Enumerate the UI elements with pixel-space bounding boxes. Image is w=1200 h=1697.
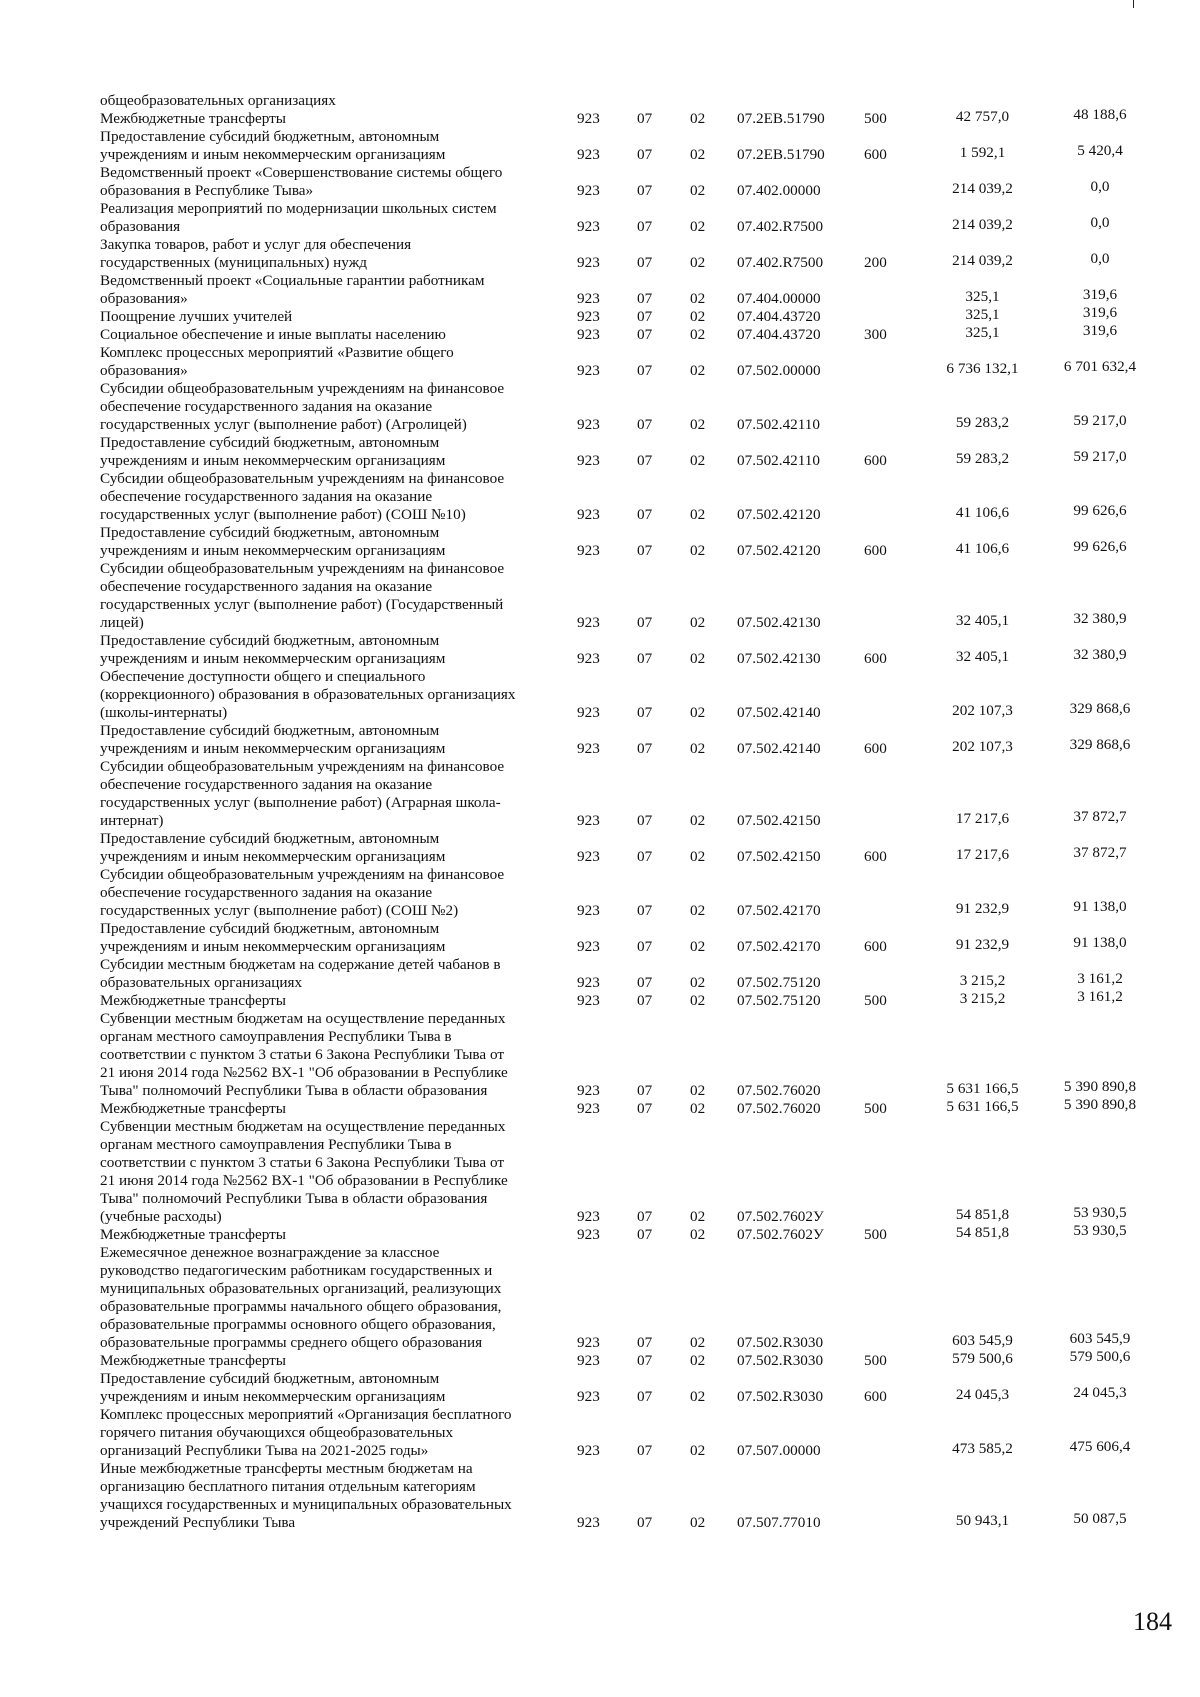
table-row bbox=[0, 956, 1200, 992]
amount-year-2: 319,6 bbox=[1082, 286, 1118, 303]
amount-year-2: 32 380,9 bbox=[1073, 646, 1127, 663]
section-code: 07 bbox=[637, 146, 653, 163]
subsection-code: 02 bbox=[690, 902, 706, 919]
expense-type-code: 500 bbox=[864, 1226, 887, 1243]
amount-year-1: 91 232,9 bbox=[955, 900, 1010, 917]
amount-year-1: 202 107,3 bbox=[952, 702, 1013, 719]
subsection-code: 02 bbox=[690, 1514, 706, 1531]
section-code: 07 bbox=[637, 740, 653, 757]
target-item-code: 07.502.7602У bbox=[737, 1226, 824, 1243]
amount-year-1: 3 215,2 bbox=[959, 972, 1006, 989]
grbs-code: 923 bbox=[577, 290, 600, 307]
subsection-code: 02 bbox=[690, 542, 706, 559]
target-item-code: 07.502.76020 bbox=[737, 1082, 821, 1099]
row-name: Предоставление субсидий бюджетным, автономным учреждениям и иным некоммерческим организациям bbox=[100, 722, 446, 757]
section-code: 07 bbox=[637, 416, 653, 433]
amount-year-2: 53 930,5 bbox=[1073, 1204, 1127, 1221]
subsection-code: 02 bbox=[690, 974, 706, 991]
target-item-code: 07.502.42150 bbox=[737, 812, 821, 829]
amount-year-1: 91 232,9 bbox=[955, 936, 1010, 953]
grbs-code: 923 bbox=[577, 812, 600, 829]
amount-year-2: 59 217,0 bbox=[1073, 412, 1127, 429]
table-row bbox=[0, 344, 1200, 380]
subsection-code: 02 bbox=[690, 1334, 706, 1351]
subsection-code: 02 bbox=[690, 848, 706, 865]
amount-year-1: 32 405,1 bbox=[955, 612, 1010, 629]
row-name: Ежемесячное денежное вознаграждение за классное руководство педагогическим работникам государственных и муниципальных образовательных организаций, реализующих образовательные программы начального общего образования, образовательные программы основного общего образования, образовательные программы среднего общего образования bbox=[100, 1244, 502, 1351]
expense-type-code: 600 bbox=[864, 146, 887, 163]
section-code: 07 bbox=[637, 110, 653, 127]
section-code: 07 bbox=[637, 542, 653, 559]
section-code: 07 bbox=[637, 362, 653, 379]
amount-year-1: 17 217,6 bbox=[955, 810, 1010, 827]
table-row bbox=[0, 632, 1200, 668]
grbs-code: 923 bbox=[577, 326, 600, 343]
row-name: Предоставление субсидий бюджетным, автономным учреждениям и иным некоммерческим организациям bbox=[100, 524, 446, 559]
amount-year-1: 202 107,3 bbox=[952, 738, 1013, 755]
amount-year-2: 50 087,5 bbox=[1073, 1510, 1127, 1527]
grbs-code: 923 bbox=[577, 848, 600, 865]
expense-type-code: 600 bbox=[864, 938, 887, 955]
grbs-code: 923 bbox=[577, 938, 600, 955]
subsection-code: 02 bbox=[690, 1442, 706, 1459]
amount-year-1: 603 545,9 bbox=[952, 1332, 1013, 1349]
target-item-code: 07.502.42140 bbox=[737, 704, 821, 721]
row-name: Субсидии местным бюджетам на содержание детей чабанов в образовательных организациях bbox=[100, 956, 501, 991]
target-item-code: 07.402.R7500 bbox=[737, 218, 824, 235]
grbs-code: 923 bbox=[577, 218, 600, 235]
amount-year-2: 37 872,7 bbox=[1073, 808, 1127, 825]
row-name: Субсидии общеобразовательным учреждениям на финансовое обеспечение государственного задания на оказание государственных услуг (выполнение работ) (СОШ №10) bbox=[100, 470, 505, 523]
amount-year-2: 319,6 bbox=[1082, 322, 1118, 339]
expense-type-code: 600 bbox=[864, 452, 887, 469]
table-row bbox=[0, 1348, 1200, 1370]
section-code: 07 bbox=[637, 902, 653, 919]
grbs-code: 923 bbox=[577, 1208, 600, 1225]
section-code: 07 bbox=[637, 326, 653, 343]
section-code: 07 bbox=[637, 1334, 653, 1351]
target-item-code: 07.502.42150 bbox=[737, 848, 821, 865]
expense-type-code: 600 bbox=[864, 650, 887, 667]
table-row bbox=[0, 1010, 1200, 1100]
section-code: 07 bbox=[637, 614, 653, 631]
row-name: Обеспечение доступности общего и специального (коррекционного) образования в образовательных организациях (школы-интернаты) bbox=[100, 668, 516, 721]
table-row bbox=[0, 1096, 1200, 1118]
subsection-code: 02 bbox=[690, 182, 706, 199]
row-name: Закупка товаров, работ и услуг для обеспечения государственных (муниципальных) нужд bbox=[100, 236, 412, 271]
subsection-code: 02 bbox=[690, 992, 706, 1009]
table-row bbox=[0, 236, 1200, 272]
table-row bbox=[0, 1222, 1200, 1244]
row-name: Субвенции местным бюджетам на осуществление переданных органам местного самоуправления Республики Тыва в соответствии с пунктом 3 статьи 6 Закона Республики Тыва от 21 июня 2014 года №2562 ВХ-1 "Об образовании в Республике Тыва" полномочий Республики Тыва в области образования (учебные расходы) bbox=[100, 1118, 508, 1225]
target-item-code: 07.404.43720 bbox=[737, 326, 821, 343]
target-item-code: 07.402.00000 bbox=[737, 182, 821, 199]
grbs-code: 923 bbox=[577, 416, 600, 433]
grbs-code: 923 bbox=[577, 974, 600, 991]
amount-year-1: 473 585,2 bbox=[952, 1440, 1013, 1457]
subsection-code: 02 bbox=[690, 146, 706, 163]
expense-type-code: 500 bbox=[864, 992, 887, 1009]
expense-type-code: 500 bbox=[864, 1352, 887, 1369]
target-item-code: 07.402.R7500 bbox=[737, 254, 824, 271]
section-code: 07 bbox=[637, 992, 653, 1009]
amount-year-1: 214 039,2 bbox=[952, 252, 1013, 269]
grbs-code: 923 bbox=[577, 452, 600, 469]
amount-year-1: 54 851,8 bbox=[955, 1206, 1010, 1223]
expense-type-code: 500 bbox=[864, 1100, 887, 1117]
target-item-code: 07.502.00000 bbox=[737, 362, 821, 379]
row-name: Ведомственный проект «Совершенствование системы общего образования в Республике Тыва» bbox=[100, 164, 503, 199]
amount-year-2: 5 390 890,8 bbox=[1063, 1096, 1137, 1113]
table-row bbox=[0, 470, 1200, 524]
amount-year-2: 0,0 bbox=[1090, 250, 1110, 267]
expense-type-code: 600 bbox=[864, 1388, 887, 1405]
target-item-code: 07.502.75120 bbox=[737, 992, 821, 1009]
amount-year-1: 17 217,6 bbox=[955, 846, 1010, 863]
amount-year-1: 50 943,1 bbox=[955, 1512, 1010, 1529]
expense-type-code: 600 bbox=[864, 542, 887, 559]
grbs-code: 923 bbox=[577, 146, 600, 163]
grbs-code: 923 bbox=[577, 542, 600, 559]
table-row bbox=[0, 128, 1200, 164]
row-name: Субсидии общеобразовательным учреждениям на финансовое обеспечение государственного задания на оказание государственных услуг (выполнение работ) (Государственный лицей) bbox=[100, 560, 505, 631]
subsection-code: 02 bbox=[690, 416, 706, 433]
grbs-code: 923 bbox=[577, 902, 600, 919]
table-row bbox=[0, 1118, 1200, 1226]
subsection-code: 02 bbox=[690, 290, 706, 307]
row-name: Межбюджетные трансферты bbox=[100, 1352, 286, 1369]
target-item-code: 07.502.R3030 bbox=[737, 1388, 824, 1405]
amount-year-2: 3 161,2 bbox=[1077, 988, 1123, 1005]
section-code: 07 bbox=[637, 650, 653, 667]
expense-type-code: 300 bbox=[864, 326, 887, 343]
target-item-code: 07.502.42110 bbox=[737, 416, 820, 433]
grbs-code: 923 bbox=[577, 1442, 600, 1459]
amount-year-2: 319,6 bbox=[1082, 304, 1118, 321]
row-name: Поощрение лучших учителей bbox=[100, 308, 293, 325]
amount-year-2: 6 701 632,4 bbox=[1063, 358, 1137, 375]
row-name: Межбюджетные трансферты bbox=[100, 110, 286, 127]
section-code: 07 bbox=[637, 1514, 653, 1531]
expense-type-code: 600 bbox=[864, 848, 887, 865]
grbs-code: 923 bbox=[577, 704, 600, 721]
subsection-code: 02 bbox=[690, 650, 706, 667]
amount-year-2: 3 161,2 bbox=[1077, 970, 1123, 987]
amount-year-2: 579 500,6 bbox=[1069, 1348, 1131, 1365]
subsection-code: 02 bbox=[690, 218, 706, 235]
section-code: 07 bbox=[637, 1082, 653, 1099]
amount-year-2: 5 420,4 bbox=[1077, 142, 1123, 159]
grbs-code: 923 bbox=[577, 110, 600, 127]
amount-year-1: 214 039,2 bbox=[952, 180, 1013, 197]
subsection-code: 02 bbox=[690, 362, 706, 379]
amount-year-2: 99 626,6 bbox=[1073, 502, 1127, 519]
section-code: 07 bbox=[637, 1388, 653, 1405]
amount-year-2: 603 545,9 bbox=[1069, 1330, 1131, 1347]
table-row bbox=[0, 668, 1200, 722]
row-name: Социальное обеспечение и иные выплаты населению bbox=[100, 326, 446, 343]
grbs-code: 923 bbox=[577, 182, 600, 199]
amount-year-1: 214 039,2 bbox=[952, 216, 1013, 233]
amount-year-1: 325,1 bbox=[965, 324, 1000, 341]
expense-type-code: 500 bbox=[864, 110, 887, 127]
section-code: 07 bbox=[637, 290, 653, 307]
amount-year-1: 59 283,2 bbox=[955, 414, 1010, 431]
row-name: общеобразовательных организациях bbox=[100, 92, 336, 109]
row-name: Предоставление субсидий бюджетным, автономным учреждениям и иным некоммерческим организациям bbox=[100, 632, 446, 667]
amount-year-1: 1 592,1 bbox=[959, 144, 1006, 161]
table-row bbox=[0, 106, 1200, 128]
grbs-code: 923 bbox=[577, 650, 600, 667]
table-row bbox=[0, 1406, 1200, 1460]
grbs-code: 923 bbox=[577, 308, 600, 325]
target-item-code: 07.502.42130 bbox=[737, 614, 821, 631]
amount-year-2: 99 626,6 bbox=[1073, 538, 1127, 555]
section-code: 07 bbox=[637, 704, 653, 721]
target-item-code: 07.507.00000 bbox=[737, 1442, 821, 1459]
row-name: Предоставление субсидий бюджетным, автономным учреждениям и иным некоммерческим организациям bbox=[100, 830, 446, 865]
row-name: Межбюджетные трансферты bbox=[100, 1100, 286, 1117]
subsection-code: 02 bbox=[690, 110, 706, 127]
table-row bbox=[0, 866, 1200, 920]
section-code: 07 bbox=[637, 1442, 653, 1459]
row-name: Субсидии общеобразовательным учреждениям на финансовое обеспечение государственного задания на оказание государственных услуг (выполнение работ) (Агролицей) bbox=[100, 380, 505, 433]
amount-year-2: 329 868,6 bbox=[1069, 700, 1131, 717]
subsection-code: 02 bbox=[690, 1082, 706, 1099]
amount-year-2: 24 045,3 bbox=[1073, 1384, 1127, 1401]
subsection-code: 02 bbox=[690, 452, 706, 469]
table-row bbox=[0, 560, 1200, 632]
amount-year-1: 325,1 bbox=[965, 288, 1000, 305]
section-code: 07 bbox=[637, 848, 653, 865]
table-row bbox=[0, 1370, 1200, 1406]
target-item-code: 07.502.42120 bbox=[737, 506, 821, 523]
grbs-code: 923 bbox=[577, 1514, 600, 1531]
row-name: Межбюджетные трансферты bbox=[100, 1226, 286, 1243]
grbs-code: 923 bbox=[577, 254, 600, 271]
amount-year-1: 42 757,0 bbox=[955, 108, 1010, 125]
target-item-code: 07.502.42170 bbox=[737, 938, 821, 955]
scan-mark bbox=[1133, 0, 1134, 8]
section-code: 07 bbox=[637, 1226, 653, 1243]
target-item-code: 07.404.43720 bbox=[737, 308, 821, 325]
subsection-code: 02 bbox=[690, 1208, 706, 1225]
target-item-code: 07.502.42120 bbox=[737, 542, 821, 559]
grbs-code: 923 bbox=[577, 1334, 600, 1351]
row-name: Комплекс процессных мероприятий «Развитие общего образования» bbox=[100, 344, 454, 379]
subsection-code: 02 bbox=[690, 308, 706, 325]
row-name: Реализация мероприятий по модернизации школьных систем образования bbox=[100, 200, 497, 235]
row-name: Межбюджетные трансферты bbox=[100, 992, 286, 1009]
table-row bbox=[0, 524, 1200, 560]
row-name: Субсидии общеобразовательным учреждениям на финансовое обеспечение государственного задания на оказание государственных услуг (выполнение работ) (Аграрная школа- интернат) bbox=[100, 758, 505, 829]
target-item-code: 07.502.R3030 bbox=[737, 1334, 824, 1351]
amount-year-2: 53 930,5 bbox=[1073, 1222, 1127, 1239]
row-name: Субвенции местным бюджетам на осуществление переданных органам местного самоуправления Республики Тыва в соответствии с пунктом 3 статьи 6 Закона Республики Тыва от 21 июня 2014 года №2562 ВХ-1 "Об образовании в Республике Тыва" полномочий Республики Тыва в области образования bbox=[100, 1010, 508, 1099]
target-item-code: 07.502.42170 bbox=[737, 902, 821, 919]
target-item-code: 07.507.77010 bbox=[737, 1514, 821, 1531]
subsection-code: 02 bbox=[690, 254, 706, 271]
expense-type-code: 200 bbox=[864, 254, 887, 271]
subsection-code: 02 bbox=[690, 1388, 706, 1405]
section-code: 07 bbox=[637, 938, 653, 955]
subsection-code: 02 bbox=[690, 812, 706, 829]
grbs-code: 923 bbox=[577, 1100, 600, 1117]
target-item-code: 07.502.42140 bbox=[737, 740, 821, 757]
row-name: Иные межбюджетные трансферты местным бюджетам на организацию бесплатного питания отдельным категориям учащихся государственных и муниципальных образовательных учреждений Республики Тыва bbox=[100, 1460, 512, 1531]
subsection-code: 02 bbox=[690, 614, 706, 631]
subsection-code: 02 bbox=[690, 1352, 706, 1369]
grbs-code: 923 bbox=[577, 1352, 600, 1369]
section-code: 07 bbox=[637, 506, 653, 523]
amount-year-2: 329 868,6 bbox=[1069, 736, 1131, 753]
amount-year-1: 5 631 166,5 bbox=[946, 1098, 1019, 1115]
amount-year-2: 32 380,9 bbox=[1073, 610, 1127, 627]
grbs-code: 923 bbox=[577, 1388, 600, 1405]
target-item-code: 07.502.7602У bbox=[737, 1208, 824, 1225]
subsection-code: 02 bbox=[690, 326, 706, 343]
row-name: Субсидии общеобразовательным учреждениям на финансовое обеспечение государственного задания на оказание государственных услуг (выполнение работ) (СОШ №2) bbox=[100, 866, 505, 919]
table-row bbox=[0, 1460, 1200, 1532]
subsection-code: 02 bbox=[690, 938, 706, 955]
amount-year-2: 475 606,4 bbox=[1069, 1438, 1131, 1455]
section-code: 07 bbox=[637, 308, 653, 325]
subsection-code: 02 bbox=[690, 704, 706, 721]
budget-table bbox=[0, 92, 1200, 1532]
section-code: 07 bbox=[637, 1100, 653, 1117]
amount-year-2: 0,0 bbox=[1090, 214, 1110, 231]
row-name: Предоставление субсидий бюджетным, автономным учреждениям и иным некоммерческим организациям bbox=[100, 1370, 446, 1405]
target-item-code: 07.404.00000 bbox=[737, 290, 821, 307]
section-code: 07 bbox=[637, 452, 653, 469]
table-row bbox=[0, 830, 1200, 866]
row-name: Предоставление субсидий бюджетным, автономным учреждениям и иным некоммерческим организациям bbox=[100, 920, 446, 955]
amount-year-1: 6 736 132,1 bbox=[946, 360, 1019, 377]
subsection-code: 02 bbox=[690, 506, 706, 523]
table-row bbox=[0, 920, 1200, 956]
table-row bbox=[0, 988, 1200, 1010]
section-code: 07 bbox=[637, 182, 653, 199]
table-row bbox=[0, 1244, 1200, 1352]
grbs-code: 923 bbox=[577, 506, 600, 523]
row-name: Предоставление субсидий бюджетным, автономным учреждениям и иным некоммерческим организациям bbox=[100, 128, 446, 163]
row-name: Предоставление субсидий бюджетным, автономным учреждениям и иным некоммерческим организациям bbox=[100, 434, 446, 469]
table-row bbox=[0, 380, 1200, 434]
target-item-code: 07.502.42110 bbox=[737, 452, 820, 469]
subsection-code: 02 bbox=[690, 1226, 706, 1243]
table-row bbox=[0, 272, 1200, 308]
target-item-code: 07.502.76020 bbox=[737, 1100, 821, 1117]
section-code: 07 bbox=[637, 812, 653, 829]
grbs-code: 923 bbox=[577, 362, 600, 379]
amount-year-1: 5 631 166,5 bbox=[946, 1080, 1019, 1097]
grbs-code: 923 bbox=[577, 614, 600, 631]
page-number: 184 bbox=[1133, 1607, 1172, 1636]
subsection-code: 02 bbox=[690, 740, 706, 757]
grbs-code: 923 bbox=[577, 992, 600, 1009]
amount-year-1: 325,1 bbox=[965, 306, 1000, 323]
table-row bbox=[0, 322, 1200, 344]
expense-type-code: 600 bbox=[864, 740, 887, 757]
target-item-code: 07.502.R3030 bbox=[737, 1352, 824, 1369]
amount-year-2: 59 217,0 bbox=[1073, 448, 1127, 465]
amount-year-1: 41 106,6 bbox=[955, 504, 1010, 521]
grbs-code: 923 bbox=[577, 740, 600, 757]
table-row bbox=[0, 164, 1200, 200]
section-code: 07 bbox=[637, 218, 653, 235]
amount-year-1: 54 851,8 bbox=[955, 1224, 1010, 1241]
amount-year-2: 48 188,6 bbox=[1073, 106, 1127, 123]
amount-year-2: 37 872,7 bbox=[1073, 844, 1127, 861]
amount-year-1: 24 045,3 bbox=[955, 1386, 1010, 1403]
subsection-code: 02 bbox=[690, 1100, 706, 1117]
amount-year-1: 32 405,1 bbox=[955, 648, 1010, 665]
amount-year-2: 5 390 890,8 bbox=[1063, 1078, 1137, 1095]
table-row bbox=[0, 722, 1200, 758]
amount-year-1: 41 106,6 bbox=[955, 540, 1010, 557]
row-name: Ведомственный проект «Социальные гарантии работникам образования» bbox=[100, 272, 485, 307]
amount-year-1: 3 215,2 bbox=[959, 990, 1006, 1007]
row-name: Комплекс процессных мероприятий «Организация бесплатного горячего питания обучающихся общеобразовательных организаций Республики Тыва на 2021-2025 годы» bbox=[100, 1406, 512, 1459]
target-item-code: 07.2ЕВ.51790 bbox=[737, 110, 825, 127]
target-item-code: 07.502.42130 bbox=[737, 650, 821, 667]
section-code: 07 bbox=[637, 1352, 653, 1369]
table-row bbox=[0, 200, 1200, 236]
amount-year-1: 579 500,6 bbox=[952, 1350, 1013, 1367]
amount-year-1: 59 283,2 bbox=[955, 450, 1010, 467]
table-row bbox=[0, 434, 1200, 470]
table-row bbox=[0, 758, 1200, 830]
section-code: 07 bbox=[637, 974, 653, 991]
grbs-code: 923 bbox=[577, 1082, 600, 1099]
section-code: 07 bbox=[637, 1208, 653, 1225]
section-code: 07 bbox=[637, 254, 653, 271]
amount-year-2: 0,0 bbox=[1090, 178, 1110, 195]
target-item-code: 07.2ЕВ.51790 bbox=[737, 146, 825, 163]
amount-year-2: 91 138,0 bbox=[1073, 898, 1127, 915]
amount-year-2: 91 138,0 bbox=[1073, 934, 1127, 951]
grbs-code: 923 bbox=[577, 1226, 600, 1243]
target-item-code: 07.502.75120 bbox=[737, 974, 821, 991]
